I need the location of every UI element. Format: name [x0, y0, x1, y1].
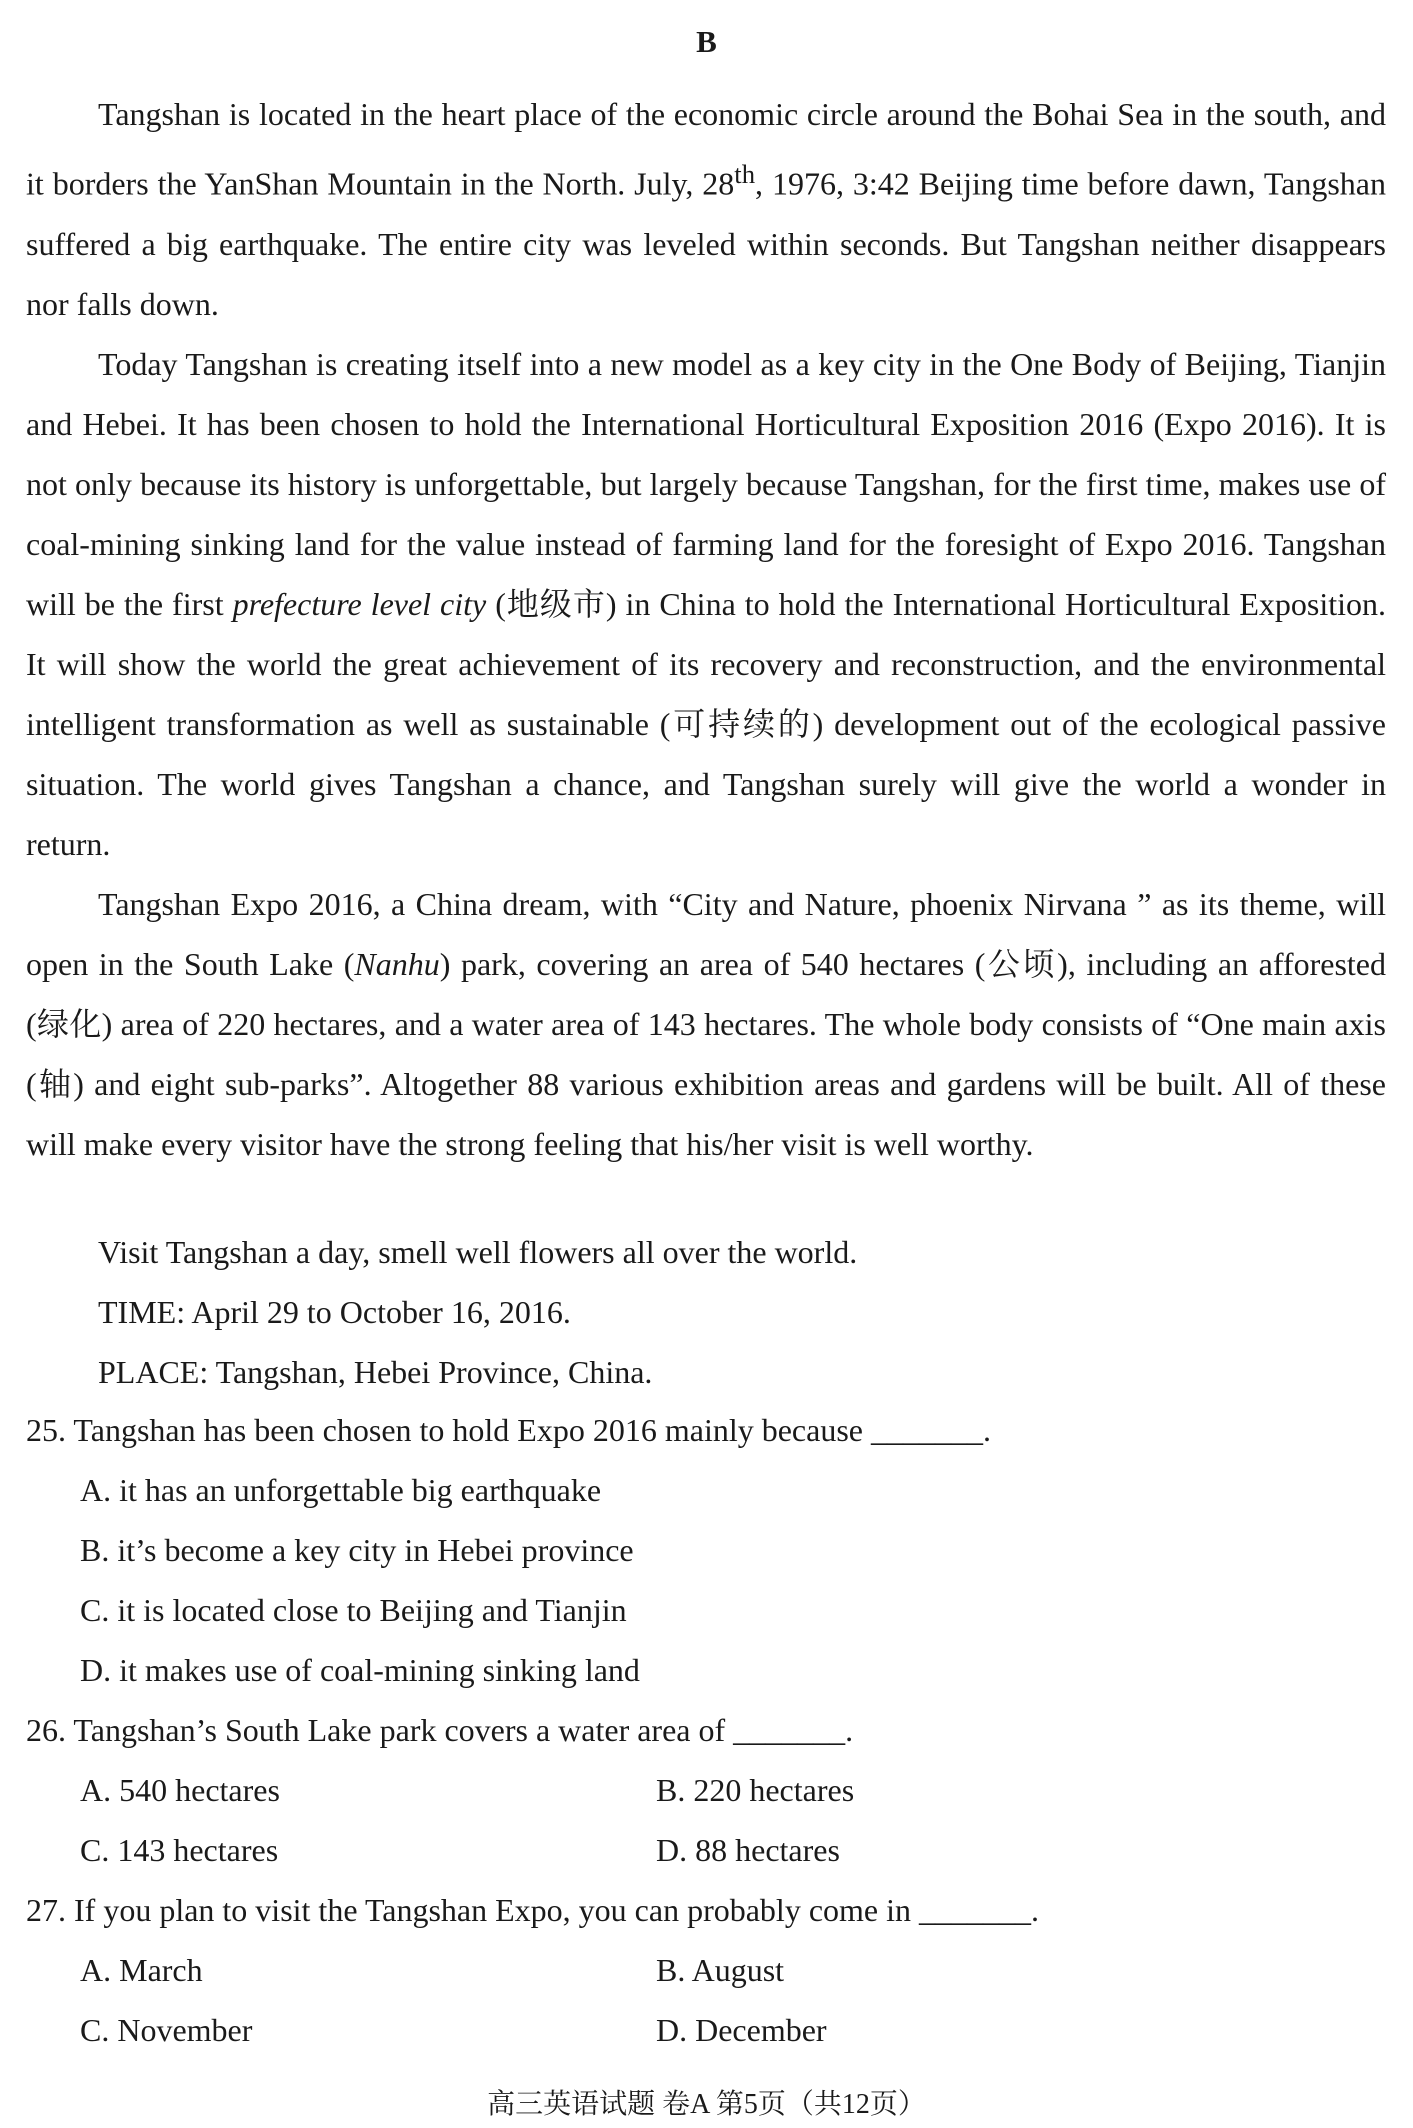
expo-time: TIME: April 29 to October 16, 2016.: [98, 1294, 571, 1330]
expo-info: [98, 1222, 1298, 1402]
option-a: A. 540 hectares: [80, 1772, 280, 1808]
page-footer: 高三英语试题 卷A 第5页（共12页）: [487, 2089, 926, 2120]
option-row: [26, 2000, 1386, 2060]
question-list: [26, 1400, 1386, 2060]
option-d: D. December: [656, 2012, 827, 2048]
option-c: C. 143 hectares: [80, 1832, 279, 1868]
question-27: [26, 1880, 1386, 2060]
reading-passage: [26, 84, 1386, 1174]
option-row: [26, 1760, 1386, 1820]
question-stem: 26. Tangshan’s South Lake park covers a water area of _______.: [26, 1712, 854, 1748]
option-a: A. March: [80, 1952, 203, 1988]
option-a: A. it has an unforgettable big earthquake: [80, 1472, 602, 1508]
option-d: D. it makes use of coal-mining sinking land: [80, 1652, 640, 1688]
option-row: [26, 1820, 1386, 1880]
question-stem: 27. If you plan to visit the Tangshan Expo, you can probably come in _______.: [26, 1892, 1039, 1928]
option-row: [26, 1940, 1386, 2000]
option-c: C. November: [80, 2012, 253, 2048]
paragraph-1: Tangshan is located in the heart place of the economic circle around the Bohai Sea in the south, and it borders the YanShan Mountain in the North. July, 28th, 1976, 3:42 Beijing time before dawn, Tangshan suffered a big earthquake. The entire city was leveled within seconds. But Tangshan neither disappears nor falls down.: [26, 96, 1387, 322]
option-b: B. 220 hectares: [656, 1772, 855, 1808]
option-c: C. it is located close to Beijing and Tianjin: [80, 1592, 627, 1628]
question-26: [26, 1700, 1386, 1880]
question-25: [26, 1400, 1386, 1700]
paragraph-2: Today Tangshan is creating itself into a new model as a key city in the One Body of Beijing, Tianjin and Hebei. It has been chosen to hold the International Horticultural Exposition 2016 (Expo 2016). It is not only because its history is unforgettable, but largely because Tangshan, for the first time, makes use of coal-mining sinking land for the value instead of farming land for the foresight of Expo 2016. Tangshan will be the first prefecture level city (地级市) in China to hold the International Horticultural Exposition. It will show the world the great achievement of its recovery and reconstruction, and the environmental intelligent transformation as well as sustainable (可持续的) development out of the ecological passive situation. The world gives Tangshan a chance, and Tangshan surely will give the world a wonder in return.: [26, 345, 1386, 862]
ordinal-suffix: th: [734, 159, 756, 189]
question-stem: 25. Tangshan has been chosen to hold Expo 2016 mainly because _______.: [26, 1412, 991, 1448]
expo-place: PLACE: Tangshan, Hebei Province, China.: [98, 1354, 653, 1390]
option-d: D. 88 hectares: [656, 1832, 840, 1868]
option-b: B. it’s become a key city in Hebei province: [80, 1532, 634, 1568]
option-b: B. August: [656, 1952, 785, 1988]
italic-term: Nanhu: [354, 945, 440, 982]
italic-term: prefecture level city: [232, 585, 487, 622]
slogan: Visit Tangshan a day, smell well flowers all over the world.: [98, 1234, 858, 1270]
section-label: B: [696, 24, 717, 59]
paragraph-3: Tangshan Expo 2016, a China dream, with “City and Nature, phoenix Nirvana ” as its theme, will open in the South Lake (Nanhu) park, covering an area of 540 hectares (公顷), including an afforested (绿化) area of 220 hectares, and a water area of 143 hectares. The whole body consists of “One main axis (轴) and eight sub-parks”. Altogether 88 various exhibition areas and gardens will be built. All of these will make every visitor have the strong feeling that his/her visit is well worthy.: [26, 885, 1386, 1162]
